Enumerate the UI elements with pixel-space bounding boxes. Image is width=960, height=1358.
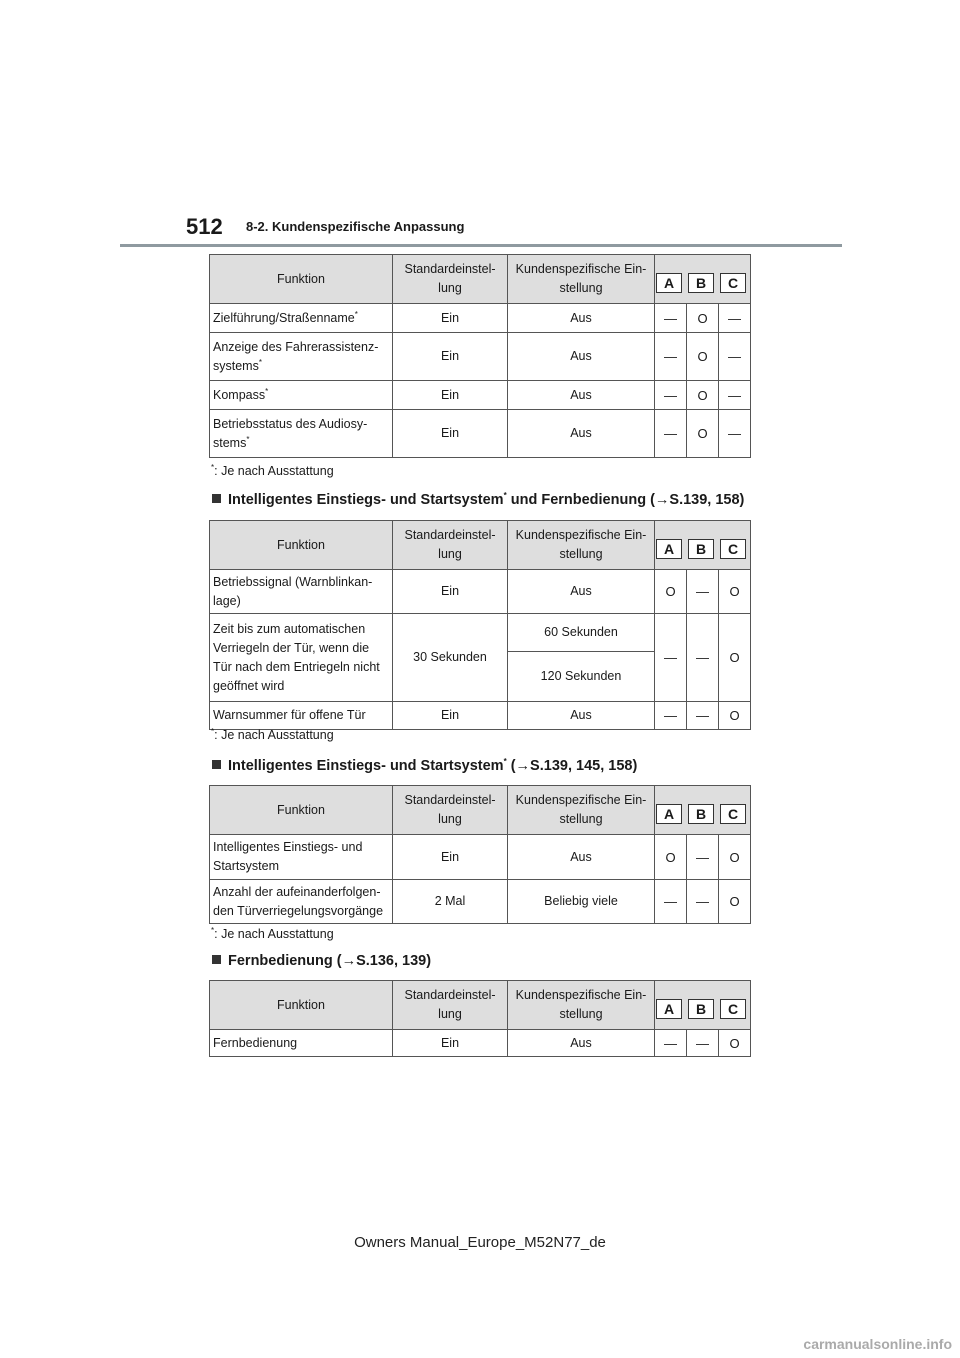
- default-cell: Ein: [393, 304, 508, 333]
- default-cell: 30 Sekunden: [393, 614, 508, 702]
- section-heading: Intelligentes Einstiegs- und Startsystem* (→S.139, 145, 158): [212, 758, 637, 774]
- page-number: 512: [186, 214, 223, 239]
- abc-a: A: [656, 804, 682, 824]
- mark-b: O: [687, 304, 719, 333]
- square-bullet-icon: [212, 494, 221, 503]
- col-default: Standardeinstel- lung: [393, 521, 508, 570]
- abc-c: C: [720, 999, 746, 1019]
- custom-cell: Aus: [508, 570, 655, 614]
- mark-c: —: [719, 333, 751, 381]
- footer-text: Owners Manual_Europe_M52N77_de: [354, 1234, 606, 1251]
- mark-b: O: [687, 381, 719, 410]
- mark-b: —: [687, 570, 719, 614]
- func-cell: Intelligentes Einstiegs- und Startsystem: [210, 835, 393, 880]
- mark-b: —: [687, 880, 719, 924]
- footnote: *: Je nach Ausstattung: [211, 726, 334, 742]
- default-cell: 2 Mal: [393, 880, 508, 924]
- col-function: Funktion: [210, 255, 393, 304]
- mark-a: —: [655, 702, 687, 730]
- abc-c: C: [720, 804, 746, 824]
- mark-c: O: [719, 1030, 751, 1057]
- settings-table-4: [209, 980, 751, 1057]
- default-cell: Ein: [393, 381, 508, 410]
- abc-a: A: [656, 539, 682, 559]
- settings-table-2: [209, 520, 751, 730]
- mark-a: —: [655, 1030, 687, 1057]
- mark-c: —: [719, 410, 751, 458]
- mark-c: O: [719, 835, 751, 880]
- func-cell: Fernbedienung: [210, 1030, 393, 1057]
- mark-a: —: [655, 614, 687, 702]
- custom-cell: 60 Sekunden: [508, 614, 655, 652]
- col-function: Funktion: [210, 981, 393, 1030]
- func-cell: Kompass*: [210, 381, 393, 410]
- square-bullet-icon: [212, 760, 221, 769]
- mark-b: O: [687, 333, 719, 381]
- custom-cell: Aus: [508, 835, 655, 880]
- mark-a: —: [655, 880, 687, 924]
- default-cell: Ein: [393, 835, 508, 880]
- section-heading: Fernbedienung (→S.136, 139): [212, 953, 431, 969]
- custom-cell: Aus: [508, 410, 655, 458]
- abc-a: A: [656, 273, 682, 293]
- custom-cell: Aus: [508, 333, 655, 381]
- custom-cell: Aus: [508, 304, 655, 333]
- col-custom: Kundenspezifische Ein- stellung: [508, 786, 655, 835]
- custom-cell: Beliebig viele: [508, 880, 655, 924]
- func-cell: Betriebsstatus des Audiosy- stems*: [210, 410, 393, 458]
- col-custom: Kundenspezifische Ein- stellung: [508, 521, 655, 570]
- table-row: [210, 410, 751, 458]
- abc-c: C: [720, 273, 746, 293]
- mark-b: O: [687, 410, 719, 458]
- table-row: [210, 835, 751, 880]
- func-cell: Zielführung/Straßenname*: [210, 304, 393, 333]
- custom-cell: 120 Sekunden: [508, 652, 655, 702]
- abc-b: B: [688, 999, 714, 1019]
- col-abc: [655, 786, 751, 835]
- mark-b: —: [687, 614, 719, 702]
- col-custom: Kundenspezifische Ein- stellung: [508, 255, 655, 304]
- mark-c: O: [719, 702, 751, 730]
- abc-b: B: [688, 804, 714, 824]
- section-heading: Intelligentes Einstiegs- und Startsystem* und Fernbedienung (→S.139, 158): [212, 492, 744, 508]
- default-cell: Ein: [393, 702, 508, 730]
- func-cell: Warnsummer für offene Tür: [210, 702, 393, 730]
- table-row: [210, 702, 751, 730]
- mark-a: —: [655, 304, 687, 333]
- col-default: Standardeinstel- lung: [393, 255, 508, 304]
- custom-cell: Aus: [508, 381, 655, 410]
- col-abc: [655, 521, 751, 570]
- func-cell: Anzeige des Fahrerassistenz- systems*: [210, 333, 393, 381]
- col-default: Standardeinstel- lung: [393, 981, 508, 1030]
- abc-b: B: [688, 539, 714, 559]
- mark-c: —: [719, 304, 751, 333]
- mark-b: —: [687, 835, 719, 880]
- mark-a: O: [655, 570, 687, 614]
- table-row: [210, 570, 751, 614]
- mark-a: —: [655, 381, 687, 410]
- mark-c: —: [719, 381, 751, 410]
- table-row: [210, 304, 751, 333]
- mark-c: O: [719, 614, 751, 702]
- mark-a: —: [655, 333, 687, 381]
- abc-c: C: [720, 539, 746, 559]
- col-default: Standardeinstel- lung: [393, 786, 508, 835]
- func-cell: Zeit bis zum automatischen Verriegeln der Tür, wenn die Tür nach dem Entriegeln nicht geöffnet wird: [210, 614, 393, 702]
- table-row: [210, 614, 751, 652]
- col-abc: [655, 255, 751, 304]
- table-row: [210, 381, 751, 410]
- footnote: *: Je nach Ausstattung: [211, 462, 334, 478]
- mark-a: —: [655, 410, 687, 458]
- default-cell: Ein: [393, 570, 508, 614]
- col-abc: [655, 981, 751, 1030]
- custom-cell: Aus: [508, 702, 655, 730]
- func-cell: Betriebssignal (Warnblinkan- lage): [210, 570, 393, 614]
- footnote: *: Je nach Ausstattung: [211, 925, 334, 941]
- table-row: [210, 333, 751, 381]
- default-cell: Ein: [393, 1030, 508, 1057]
- func-cell: Anzahl der aufeinanderfolgen- den Türverriegelungsvorgänge: [210, 880, 393, 924]
- col-function: Funktion: [210, 521, 393, 570]
- mark-c: O: [719, 570, 751, 614]
- col-custom: Kundenspezifische Ein- stellung: [508, 981, 655, 1030]
- square-bullet-icon: [212, 955, 221, 964]
- mark-b: —: [687, 1030, 719, 1057]
- table-row: [210, 880, 751, 924]
- section-title: 8-2. Kundenspezifische Anpassung: [246, 219, 465, 234]
- default-cell: Ein: [393, 333, 508, 381]
- table-row: [210, 1030, 751, 1057]
- settings-table-1: [209, 254, 751, 458]
- settings-table-3: [209, 785, 751, 924]
- watermark: carmanualsonline.info: [803, 1336, 952, 1352]
- mark-a: O: [655, 835, 687, 880]
- abc-b: B: [688, 273, 714, 293]
- abc-a: A: [656, 999, 682, 1019]
- mark-c: O: [719, 880, 751, 924]
- custom-cell: Aus: [508, 1030, 655, 1057]
- mark-b: —: [687, 702, 719, 730]
- col-function: Funktion: [210, 786, 393, 835]
- header-rule: [120, 244, 842, 247]
- default-cell: Ein: [393, 410, 508, 458]
